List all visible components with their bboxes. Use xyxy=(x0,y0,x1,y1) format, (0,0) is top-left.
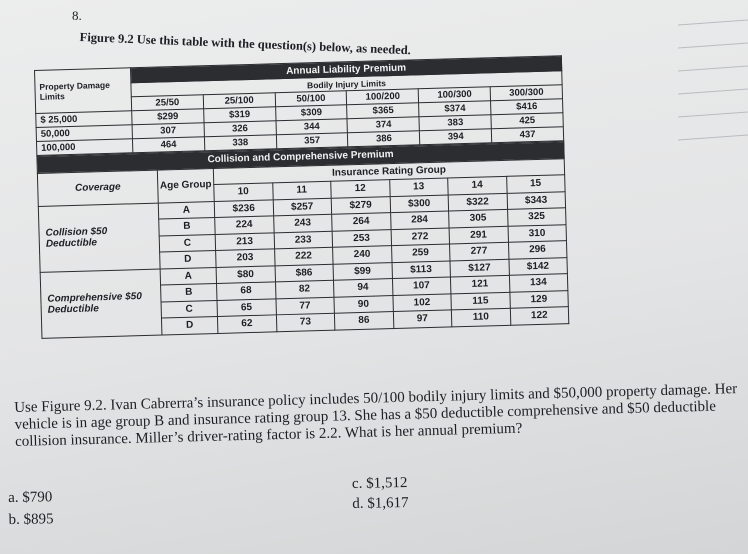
choice-text: $895 xyxy=(23,511,54,528)
premium-cell: 77 xyxy=(275,297,334,315)
premium-cell: 129 xyxy=(509,290,568,308)
premium-cell: 264 xyxy=(332,213,391,231)
premium-cell: $322 xyxy=(448,193,507,211)
premium-tables xyxy=(34,55,569,338)
premium-cell: 68 xyxy=(217,282,276,300)
premium-cell: 121 xyxy=(450,275,509,293)
age-group-header: Age Group xyxy=(157,168,214,203)
bodily-column: 25/50 xyxy=(131,95,203,111)
premium-cell: 437 xyxy=(491,127,563,143)
premium-cell: 344 xyxy=(276,119,348,135)
premium-cell: $127 xyxy=(450,259,509,277)
age-group: A xyxy=(158,201,214,219)
age-group: B xyxy=(161,283,217,301)
choice-letter: d. xyxy=(352,495,364,512)
premium-cell: 383 xyxy=(419,115,491,131)
premium-cell: $299 xyxy=(132,109,204,125)
premium-cell: 325 xyxy=(507,208,566,226)
choice-text: $790 xyxy=(22,489,53,506)
premium-cell: 86 xyxy=(334,312,393,330)
premium-cell: 338 xyxy=(204,135,276,151)
premium-cell: $99 xyxy=(333,262,392,280)
premium-cell: $113 xyxy=(392,260,451,278)
age-group: D xyxy=(160,250,216,268)
premium-cell: 203 xyxy=(216,249,275,267)
premium-cell: 94 xyxy=(333,279,392,297)
premium-cell: $374 xyxy=(419,101,491,117)
premium-cell: 213 xyxy=(215,232,274,250)
premium-cell: 115 xyxy=(451,292,510,310)
premium-cell: $416 xyxy=(491,99,563,115)
premium-cell: 110 xyxy=(451,308,510,326)
premium-cell: 291 xyxy=(449,226,508,244)
property-limit: $ 25,000 xyxy=(36,111,132,128)
bodily-injury-header: Bodily Injury Limits xyxy=(131,71,562,97)
premium-cell: $257 xyxy=(273,198,332,216)
question-text-block xyxy=(14,381,748,451)
rating-group: 10 xyxy=(214,183,273,201)
premium-cell: 243 xyxy=(273,214,332,232)
property-limit: 100,000 xyxy=(36,139,132,156)
property-damage-header: Property Damage Limits xyxy=(35,68,132,114)
premium-cell: $300 xyxy=(390,194,449,212)
premium-cell: 310 xyxy=(508,224,567,242)
premium-cell: 62 xyxy=(217,315,276,333)
collision-title: Collision and Comprehensive Premium xyxy=(37,142,564,173)
age-group: C xyxy=(161,300,217,318)
premium-cell: 277 xyxy=(450,242,509,260)
premium-cell: $309 xyxy=(275,105,347,121)
choice-text: $1,617 xyxy=(367,495,409,512)
premium-cell: 224 xyxy=(215,216,274,234)
age-group: C xyxy=(159,234,215,252)
premium-cell: 253 xyxy=(332,229,391,247)
answer-choices xyxy=(8,475,608,528)
premium-cell: $142 xyxy=(508,257,567,275)
choice-c[interactable] xyxy=(352,473,408,494)
premium-cell: $236 xyxy=(214,199,273,217)
question-text: Use Figure 9.2. Ivan Cabrerra’s insurance policy includes 50/100 bodily injury limits and $50,000 property damage. Her vehicle is in age group B and insurance rating group 13. She has a $50 deductible comprehensive and $50 deductible collision insurance. Miller’s driver-rating factor is 2.2. What is her annual premium? xyxy=(14,381,738,450)
liability-title: Annual Liability Premium xyxy=(130,56,561,83)
premium-cell: 284 xyxy=(390,211,449,229)
premium-cell: 296 xyxy=(508,241,567,259)
premium-cell: $279 xyxy=(331,196,390,214)
premium-cell: 259 xyxy=(391,244,450,262)
bodily-column: 100/200 xyxy=(347,89,419,105)
choice-letter: c. xyxy=(351,475,363,492)
property-limit: 50,000 xyxy=(36,125,132,142)
rating-group-header: Insurance Rating Group xyxy=(213,158,564,184)
rating-group: 11 xyxy=(272,181,331,199)
premium-cell: 272 xyxy=(391,227,450,245)
age-group: D xyxy=(161,316,217,334)
premium-cell: $319 xyxy=(203,107,275,123)
bodily-column: 25/100 xyxy=(203,93,275,109)
bodily-column: 50/100 xyxy=(275,91,347,107)
premium-cell: 240 xyxy=(333,246,392,264)
rating-group: 12 xyxy=(331,180,390,198)
rating-group: 15 xyxy=(506,175,565,193)
premium-cell: 425 xyxy=(491,113,563,129)
choice-letter: b. xyxy=(8,511,20,528)
premium-cell: 222 xyxy=(274,247,333,265)
choice-d[interactable] xyxy=(352,493,409,514)
premium-cell: 134 xyxy=(509,274,568,292)
figure-caption: Figure 9.2 Use this table with the question(s) below, as needed. xyxy=(79,30,412,58)
premium-cell: 102 xyxy=(392,293,451,311)
premium-cell: 394 xyxy=(420,129,492,145)
premium-cell: 464 xyxy=(132,137,204,153)
margin-lines xyxy=(678,0,748,160)
premium-cell: 305 xyxy=(449,209,508,227)
premium-cell: 326 xyxy=(204,121,276,137)
bodily-column: 300/300 xyxy=(490,85,562,101)
premium-cell: 307 xyxy=(132,123,204,139)
choice-b[interactable] xyxy=(8,509,53,530)
coverage-comprehensive: Comprehensive $50 Deductible xyxy=(40,269,162,338)
premium-cell: 107 xyxy=(392,277,451,295)
bodily-column: 100/300 xyxy=(418,87,490,103)
premium-cell: $80 xyxy=(216,265,275,283)
premium-cell: 82 xyxy=(275,280,334,298)
choice-a[interactable] xyxy=(8,487,53,508)
premium-cell: 65 xyxy=(217,298,276,316)
choice-letter: a. xyxy=(8,489,19,506)
coverage-collision: Collision $50 Deductible xyxy=(38,203,160,272)
age-group: A xyxy=(160,267,216,285)
premium-cell: 233 xyxy=(274,231,333,249)
premium-cell: $343 xyxy=(507,191,566,209)
collision-table xyxy=(36,141,569,338)
premium-cell: 357 xyxy=(276,133,348,149)
coverage-header: Coverage xyxy=(37,170,158,206)
liability-table xyxy=(34,55,564,156)
premium-cell: $86 xyxy=(275,264,334,282)
age-group: B xyxy=(159,218,215,236)
premium-cell: 73 xyxy=(276,313,335,331)
question-number: 8. xyxy=(72,8,82,23)
rating-group: 14 xyxy=(448,176,507,194)
premium-cell: 374 xyxy=(347,117,419,133)
premium-cell: 97 xyxy=(393,310,452,328)
premium-cell: 122 xyxy=(510,307,569,325)
premium-cell: 90 xyxy=(334,295,393,313)
premium-cell: $365 xyxy=(347,103,419,119)
premium-cell: 386 xyxy=(348,131,420,147)
choice-text: $1,512 xyxy=(366,475,408,492)
rating-group: 13 xyxy=(389,178,448,196)
